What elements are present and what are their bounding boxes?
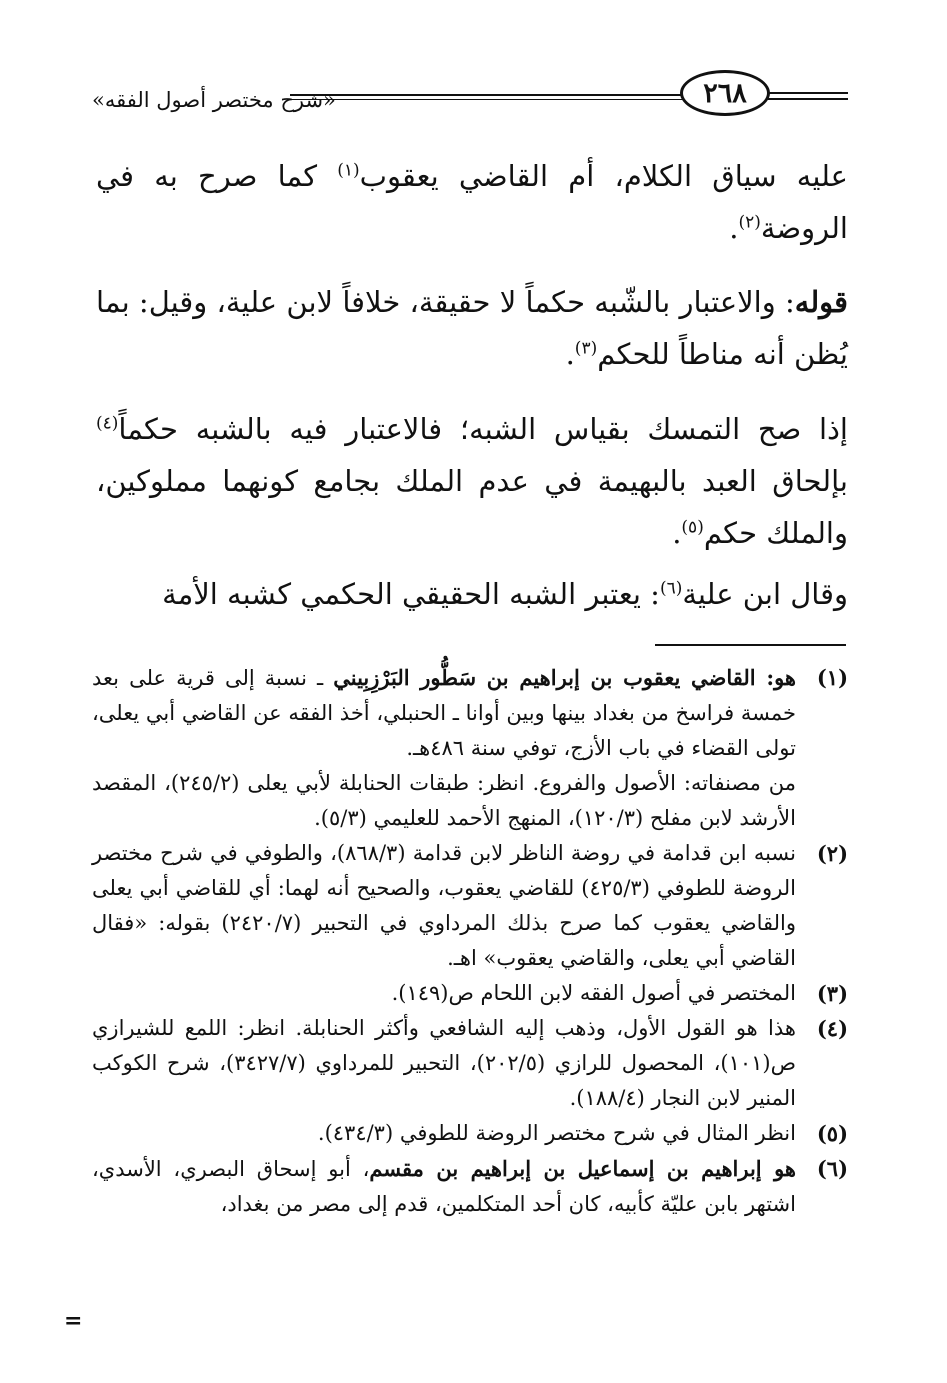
footnote-3 — [92, 976, 848, 1011]
running-header-title: «شرح مختصر أصول الفقه» — [92, 88, 336, 112]
header-rule-right-lower — [768, 98, 848, 100]
footnote-text: المختصر في أصول الفقه لابن اللحام ص(١٤٩). — [391, 981, 796, 1005]
paragraph-3 — [96, 403, 848, 559]
footnote-number: (٦) — [816, 1156, 848, 1181]
footnote-ref-2[interactable]: (٢) — [738, 212, 761, 233]
paragraph-2 — [96, 276, 848, 380]
footnote-text: نسبه ابن قدامة في روضة الناظر لابن قدامة (٨٦٨/٣)، والطوفي في شرح مختصر الروضة للطوفي (٤٢٥/٣) للقاضي يعقوب، والصحيح أنه لهما: أي للقاضي أبي يعلى والقاضي يعقوب كما صرح بذلك المرداوي في التحبير (٢٤٢٠/٧) بقوله: «فقال القاضي أبي يعلى، والقاضي يعقوب» اهـ. — [92, 841, 797, 970]
footnote-6 — [92, 1151, 848, 1222]
footnote-number: (٣) — [816, 981, 848, 1006]
footnote-number: (٥) — [816, 1121, 848, 1146]
footnote-lead: هو: القاضي يعقوب بن إبراهيم بن سَطُّور البَرْزِبِيني — [333, 665, 796, 690]
footnote-text — [92, 660, 796, 766]
paragraph-text: . — [729, 211, 739, 245]
header-rule-right — [768, 92, 848, 94]
footnotes — [92, 660, 848, 1222]
footnote-2 — [92, 836, 848, 976]
paragraph-text: وقال ابن علية — [682, 577, 848, 611]
footnote-ref-3[interactable]: (٣) — [574, 338, 598, 359]
footnote-body: ـ نسبة إلى قرية على بعد خمسة فراسخ من بغداد بينها وبين أوانا ـ الحنبلي، أخذ الفقه عن القاضي أبي يعلى، تولى القضاء في باب الأزج، توفي سنة ٤٨٦هـ. — [92, 666, 796, 760]
quote-lead: قوله — [794, 285, 848, 319]
paragraph-text: بإلحاق العبد بالبهيمة في عدم الملك بجامع كونهما مملوكين، والملك حكم — [96, 464, 848, 550]
paragraph-text: إذا صح التمسك بقياس الشبه؛ فالاعتبار فيه بالشبه حكماً — [118, 412, 848, 446]
continuation-mark: = — [64, 1308, 83, 1334]
page-number: ٢٦٨ — [680, 70, 770, 116]
footnote-ref-4[interactable]: (٤) — [96, 413, 119, 434]
footnote-separator — [655, 644, 846, 646]
footnote-1 — [92, 660, 848, 836]
footnote-text: هذا هو القول الأول، وذهب إليه الشافعي وأكثر الحنابلة. انظر: اللمع للشيرازي ص(١٠١)، المحصول للرازي (٢٠٢/٥)، التحبير للمرداوي (٣٤٢٧/٧)، شرح الكوكب المنير لابن النجار (١٨٨/٤). — [92, 1016, 796, 1110]
header-rule-left — [290, 94, 683, 96]
paragraph-text: : والاعتبار بالشّبه حكماً لا حقيقة، خلافاً لابن علية، وقيل: بما يُظن أنه مناطاً للحكم — [96, 285, 848, 371]
footnote-ref-5[interactable]: (٥) — [681, 517, 704, 538]
footnote-number: (٤) — [816, 1016, 848, 1041]
footnote-body: ، أبو إسحاق البصري، الأسدي، اشتهر بابن عليّة كأبيه، كان أحد المتكلمين، قدم إلى مصر من بغداد، — [92, 1157, 796, 1216]
footnote-text — [92, 1151, 796, 1222]
footnote-ref-1[interactable]: (١) — [337, 160, 360, 181]
footnote-text: انظر المثال في شرح مختصر الروضة للطوفي (٤٣٤/٣). — [317, 1121, 796, 1145]
paragraph-text: . — [565, 337, 575, 371]
paragraph-4 — [96, 568, 848, 620]
paragraph-text: عليه سياق الكلام، أم القاضي يعقوب — [359, 159, 848, 193]
footnote-number: (١) — [816, 665, 848, 690]
footnote-text-continued: من مصنفاته: الأصول والفروع. انظر: طبقات الحنابلة لأبي يعلى (٢٤٥/٢)، المقصد الأرشد لابن مفلح (١٢٠/٣)، المنهج الأحمد للعليمي (٥/٣). — [92, 771, 796, 830]
footnote-4 — [92, 1011, 848, 1116]
footnote-number: (٢) — [816, 841, 848, 866]
paragraph-text: : يعتبر الشبه الحقيقي الحكمي كشبه الأمة — [162, 577, 660, 611]
footnote-lead: هو إبراهيم بن إسماعيل بن إبراهيم بن مقسم — [369, 1156, 796, 1181]
paragraph-1 — [96, 150, 848, 254]
header-rule-left-lower — [290, 99, 683, 100]
paragraph-text: . — [672, 516, 682, 550]
paragraph-text: كما صرح به في الروضة — [96, 159, 848, 245]
footnote-ref-6[interactable]: (٦) — [659, 578, 683, 599]
footnote-5 — [92, 1116, 848, 1151]
